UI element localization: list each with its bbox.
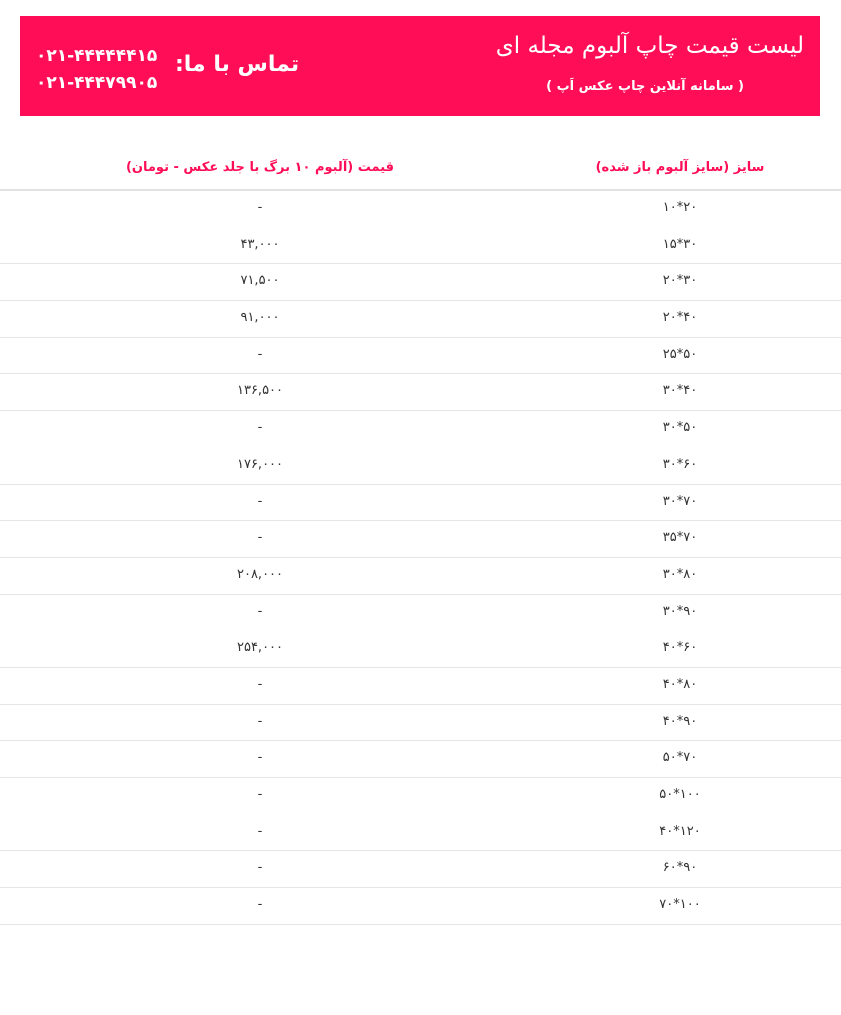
size-cell: ۴۰*۸۰ [662,676,698,692]
header-banner [20,16,820,116]
size-cell: ۳۵*۷۰ [662,530,698,546]
table-row [0,301,841,338]
table-row [0,338,841,375]
size-cell: ۵۰*۷۰ [662,750,698,766]
size-cell: ۳۰*۵۰ [662,420,698,436]
price-cell: - [257,530,263,546]
size-cell: ۳۰*۴۰ [662,383,698,399]
table-row [0,411,841,448]
size-cell: ۴۰*۶۰ [662,640,698,656]
price-cell: ۷۱,۵۰۰ [240,273,280,289]
table-row [0,191,841,228]
table-row [0,668,841,705]
table-row [0,741,841,778]
table-row [0,374,841,411]
price-cell: - [257,603,263,619]
size-cell: ۴۰*۱۲۰ [659,823,701,839]
table-body [0,191,841,925]
price-cell: - [257,713,263,729]
table-header [0,150,841,191]
table-row [0,228,841,265]
price-cell: ۱۳۶,۵۰۰ [236,383,284,399]
size-cell: ۳۰*۶۰ [662,456,698,472]
size-cell: ۲۵*۵۰ [662,346,698,362]
size-cell: ۲۰*۴۰ [662,310,698,326]
size-cell: ۷۰*۱۰۰ [659,897,701,913]
table-row [0,888,841,925]
price-cell: - [257,200,263,215]
size-cell: ۵۰*۱۰۰ [659,787,701,802]
price-cell: - [257,897,263,913]
page-subtitle: ( سامانه آنلاین چاپ عکس اَپ ) [546,79,744,94]
price-cell: - [257,420,263,436]
price-cell: ۹۱,۰۰۰ [240,310,280,326]
price-cell: ۲۰۸,۰۰۰ [236,566,284,582]
contact-label: تماس با ما: [175,52,300,77]
size-cell: ۳۰*۸۰ [662,566,698,582]
price-cell: - [257,823,263,839]
size-cell: ۳۰*۷۰ [662,493,698,509]
table-row [0,705,841,742]
table-row [0,521,841,558]
size-cell: ۳۰*۹۰ [662,603,698,619]
price-cell: ۴۳,۰۰۰ [240,236,280,252]
price-cell: - [257,787,263,802]
size-cell: ۱۵*۳۰ [662,236,698,252]
price-cell: ۲۵۴,۰۰۰ [236,640,284,656]
phone-number[interactable]: ۰۲۱-۴۴۴۴۴۴۱۵ [36,46,158,66]
price-cell: - [257,750,263,766]
table-row [0,558,841,595]
price-cell: - [257,346,263,362]
table-row [0,778,841,815]
table-row [0,264,841,301]
column-header-size: سایز (سایز آلبوم باز شده) [595,160,765,175]
size-cell: ۶۰*۹۰ [662,860,698,876]
price-cell: - [257,493,263,509]
price-cell: - [257,676,263,692]
column-header-price: قیمت (آلبوم ۱۰ برگ با جلد عکس - تومان) [125,160,395,175]
table-row [0,485,841,522]
page-title: لیست قیمت چاپ آلبوم مجله ای [495,33,804,59]
price-cell: - [257,860,263,876]
table-row [0,851,841,888]
table-row [0,448,841,485]
table-row [0,595,841,632]
price-cell: ۱۷۶,۰۰۰ [236,456,284,472]
size-cell: ۴۰*۹۰ [662,713,698,729]
phone-number[interactable]: ۰۲۱-۴۴۴۷۹۹۰۵ [36,73,158,93]
table-row [0,631,841,668]
size-cell: ۱۰*۲۰ [662,200,698,215]
size-cell: ۲۰*۳۰ [662,273,698,289]
table-row [0,815,841,852]
price-table [0,150,841,925]
